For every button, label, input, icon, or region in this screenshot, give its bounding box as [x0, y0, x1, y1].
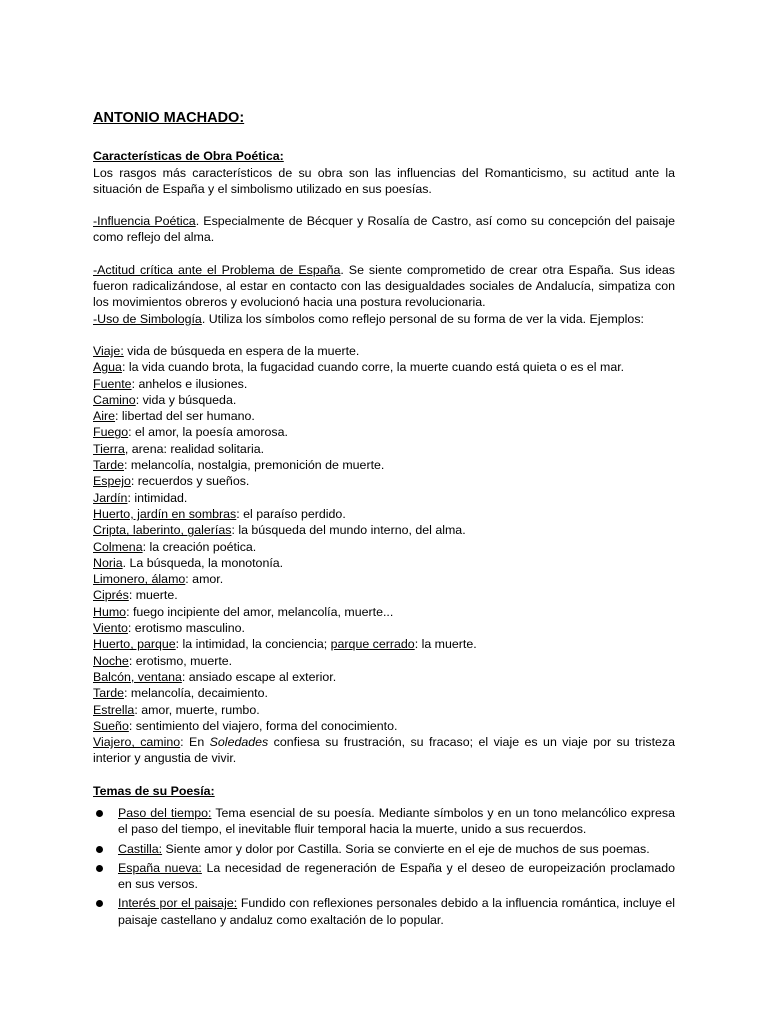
influence-paragraph [93, 213, 675, 246]
theme-item [93, 895, 675, 928]
symbol-def: : En [180, 735, 210, 750]
symbol-item [93, 620, 675, 636]
symbol-item [93, 571, 675, 587]
symbol-def: : la vida cuando brota, la fugacidad cuando corre, la muerte cuando está quieta o es el mar. [121, 360, 625, 375]
influence-text-c: , así como su concepción del paisaje como reflejo del alma. [93, 214, 676, 245]
symbol-term: Cripta, laberinto, galerías [93, 523, 232, 538]
symbol-term: Balcón, ventana [93, 669, 182, 684]
symbol-term: Tarde [93, 686, 124, 701]
symbol-def: : fuego incipiente del amor, melancolía, muerte... [126, 604, 394, 619]
symbol-def: : la intimidad, la conciencia; [175, 637, 331, 652]
symbol-def: : muerte. [128, 588, 178, 603]
influence-text-b: Bécquer y Rosalía de Castro [306, 214, 469, 229]
influence-text-a: . Especialmente de [195, 214, 307, 229]
symbol-item [93, 522, 675, 538]
symbology-label: -Uso de Simbología [93, 311, 202, 326]
document-title: ANTONIO MACHADO: [93, 110, 245, 126]
symbols-list [93, 343, 675, 767]
symbol-term: Ciprés [93, 588, 129, 603]
bullet-icon [96, 865, 103, 872]
theme-text: La necesidad de regeneración de España y el deseo de europeización proclamado en sus versos. [118, 860, 676, 892]
symbol-term: Viento [93, 621, 128, 636]
theme-item [93, 841, 675, 857]
symbol-def: : el paraíso perdido. [236, 506, 346, 521]
characteristics-heading: Características de Obra Poética: [93, 149, 284, 164]
symbol-term: Sueño [93, 718, 129, 733]
bullet-icon [96, 810, 103, 817]
symbol-def: : recuerdos y sueños. [130, 474, 250, 489]
symbol-term: Estrella [93, 702, 135, 717]
bullet-icon [96, 900, 103, 907]
symbol-item [93, 685, 675, 701]
symbol-item [93, 490, 675, 506]
symbol-item [93, 669, 675, 685]
themes-heading: Temas de su Poesía: [93, 783, 215, 798]
symbol-term-parque-cerrado: parque cerrado [330, 637, 415, 652]
symbol-item [93, 653, 675, 669]
symbol-def: , arena: realidad solitaria. [124, 441, 265, 456]
symbol-def: : el amor, la poesía amorosa. [128, 425, 288, 440]
theme-term: Paso del tiempo: [118, 805, 212, 820]
symbology-paragraph [93, 311, 675, 327]
symbol-term: Noche [93, 653, 129, 668]
symbol-item [93, 343, 675, 359]
symbol-term: Fuego [93, 425, 129, 440]
theme-term: España nueva: [118, 860, 202, 875]
theme-text: Fundido con reflexiones personales debido a la influencia romántica, incluye el paisaje castellano y andaluz como exaltación de lo popular. [118, 896, 676, 927]
symbol-def-parque-cerrado: : la muerte. [414, 637, 477, 652]
attitude-label: -Actitud crítica ante el Problema de España [93, 262, 341, 277]
symbol-def: : la creación poética. [142, 539, 257, 554]
symbol-item [93, 587, 675, 603]
symbol-term: Tarde [93, 458, 124, 473]
symbol-def: : sentimiento del viajero, forma del conocimiento. [128, 718, 398, 733]
symbol-item [93, 718, 675, 734]
symbol-item [93, 408, 675, 424]
theme-item [93, 805, 675, 838]
symbol-def: : erotismo, muerte. [128, 653, 233, 668]
symbol-def: : libertad del ser humano. [115, 409, 255, 424]
symbol-def: : vida y búsqueda. [135, 392, 237, 407]
theme-term: Castilla: [118, 841, 163, 856]
symbol-item [93, 702, 675, 718]
symbol-def: : la búsqueda del mundo interno, del alma. [231, 523, 466, 538]
symbol-item [93, 457, 675, 473]
symbol-item [93, 506, 675, 522]
symbol-term: Viajero, camino [93, 735, 181, 750]
symbol-term: Aire [93, 409, 116, 424]
symbology-text: . Utiliza los símbolos como reflejo personal de su forma de ver la vida. Ejemplos: [201, 311, 644, 326]
symbol-term: Tierra [93, 441, 125, 456]
symbol-def: : amor, muerte, rumbo. [134, 702, 260, 717]
symbol-term: Agua [93, 360, 122, 375]
symbol-def: : anhelos e ilusiones. [131, 376, 248, 391]
symbol-item [93, 359, 675, 375]
symbol-item [93, 636, 675, 652]
theme-text: Tema esencial de su poesía. Mediante símbolos y en un tono melancólico expresa el paso del tiempo, el inevitable fluir temporal hacia la muerte, unido a sus recuerdos. [118, 805, 675, 837]
symbol-term: Huerto, jardín en sombras [93, 506, 237, 521]
symbol-term: Humo [93, 604, 127, 619]
symbol-item [93, 473, 675, 489]
symbol-def: : ansiado escape al exterior. [181, 669, 337, 684]
symbol-def: . La búsqueda, la monotonía. [122, 555, 284, 570]
attitude-text: . Se siente comprometido de crear otra España. Sus ideas fueron radicalizándose, al estar en contacto con las desigualdades sociales de Andalucía, simpatiza con los movimientos obreros y evolucionó hacia una postura revolucionaria. [93, 262, 675, 310]
soledades-title: Soledades [209, 735, 269, 750]
symbol-item [93, 539, 675, 555]
symbol-item [93, 392, 675, 408]
symbol-def: : intimidad. [127, 490, 188, 505]
symbol-term: Fuente [93, 376, 132, 391]
symbol-term: Viaje: [93, 343, 124, 358]
symbol-term: Colmena [93, 539, 143, 554]
symbol-def: : erotismo masculino. [127, 621, 245, 636]
characteristics-intro: Los rasgos más característicos de su obra son las influencias del Romanticismo, su actitud ante la situación de España y el simbolismo utilizado en sus poesías. [93, 165, 675, 196]
symbol-term: Limonero, álamo [93, 572, 186, 587]
symbol-def: : melancolía, nostalgia, premonición de muerte. [124, 458, 385, 473]
symbol-term: Huerto, parque [93, 637, 176, 652]
symbol-def-viajero-rest: confiesa su frustración, su fracaso; el viaje es un viaje por su tristeza interior y angustia de vivir. [93, 735, 675, 766]
attitude-paragraph [93, 262, 675, 311]
symbol-term: Noria [93, 555, 123, 570]
symbol-term: Camino [93, 392, 136, 407]
symbol-item [93, 555, 675, 571]
influence-label: -Influencia Poética [93, 214, 196, 229]
themes-list [93, 805, 675, 928]
symbol-item [93, 604, 675, 620]
symbol-item [93, 441, 675, 457]
theme-text: Siente amor y dolor por Castilla. Soria se convierte en el eje de muchos de sus poemas. [162, 841, 650, 856]
symbol-def: vida de búsqueda en espera de la muerte. [123, 343, 360, 358]
symbol-term: Espejo [93, 474, 131, 489]
theme-item [93, 860, 675, 893]
symbol-item [93, 376, 675, 392]
symbol-def: : amor. [185, 572, 224, 587]
symbol-item [93, 734, 675, 767]
bullet-icon [96, 846, 103, 853]
theme-term: Interés por el paisaje: [118, 896, 238, 911]
symbol-def: : melancolía, decaimiento. [124, 686, 268, 701]
symbol-term: Jardín [93, 490, 128, 505]
symbol-item [93, 424, 675, 440]
